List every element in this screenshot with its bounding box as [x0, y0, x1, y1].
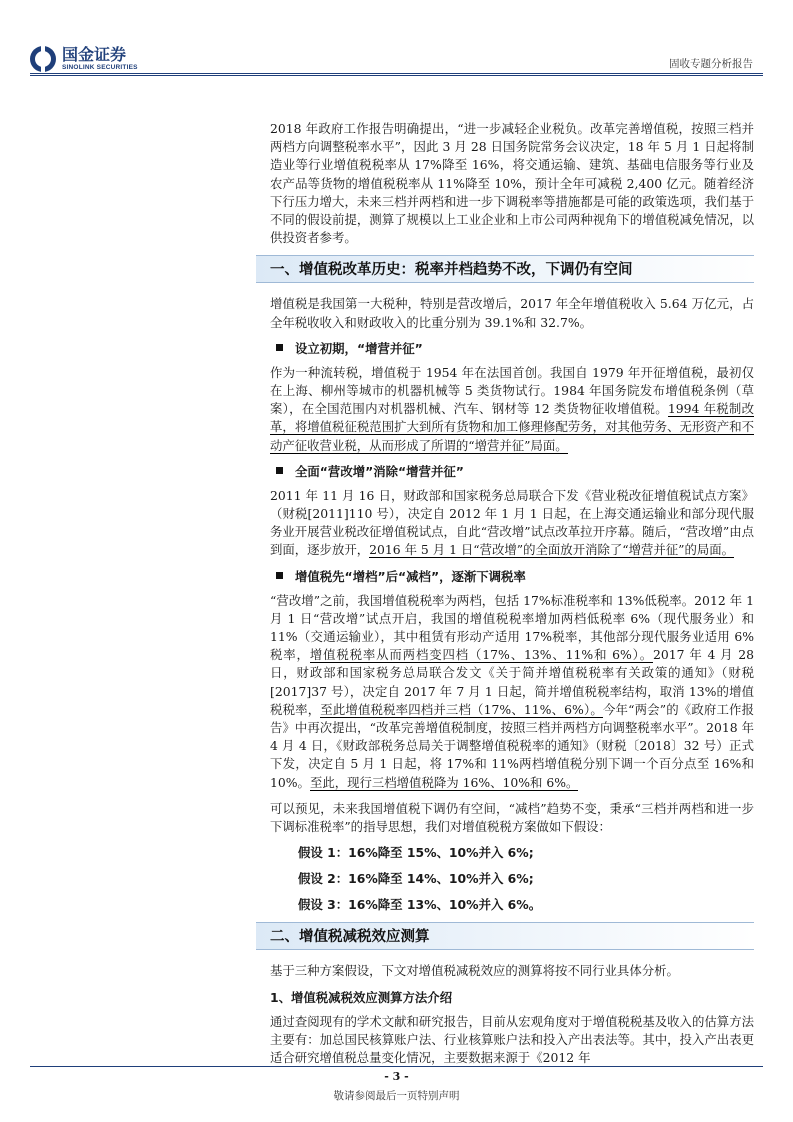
bullet-square-icon	[276, 572, 283, 579]
underlined-text: 至此，现行三档增值税降为 16%、10%和 6%。	[309, 774, 579, 790]
bullet-square-icon	[276, 467, 283, 474]
section1-paragraph-1: 增值税是我国第一大税种，特别是营改增后，2017 年全年增值税收入 5.64 万亿元，占全年税收收入和财政收入的比重分别为 39.1%和 32.7%。	[270, 296, 754, 330]
intro-paragraph: 2018 年政府工作报告明确提出，“进一步减轻企业税负。改革完善增值税，按照三档并两档方向调整税率水平”，因此 3 月 28 日国务院常务会议决定，18 年 5 月 1 日起将制造业等行业增值税税率从 17%降至 16%，将交通运输、建筑、基础电信服务等行业及农产品等货物的增值税税率从 11%降至 10%，预计全年可减税 2,400 亿元。随着经济下行压力增大，未来三档并两档和进一步下调税率等措施都是可能的政策选项，我们基于不同的假设前提，测算了规模以上工业企业和上市公司两种视角下的增值税减免情况，以供投资者参考。	[270, 121, 754, 246]
assumption-1: 假设 1：16%降至 15%、10%并入 6%;	[298, 845, 534, 861]
subsection-heading	[276, 463, 754, 481]
subsection-paragraph: 作为一种流转税，增值税于 1954 年在法国首创。我国自 1979 年开征增值税，最初仅在上海、柳州等城市的机器机械等 5 类货物试行。1984 年国务院发布增值税条例（草案），在全国范围内对机器机械、汽车、钢材等 12 类货物征收增值税。1994 年税制改革，将增值税征税范围扩大到所有货物和加工修理修配劳务，对其他劳务、无形资产和不动产征收营业税，从而形成了所谓的“增营并征”局面。	[270, 364, 754, 453]
header-divider	[30, 73, 763, 74]
underlined-text: 增值税税率从而两档变四档（17%、13%、11%和 6%）。	[309, 647, 654, 663]
bullet-square-icon	[276, 344, 283, 351]
main-content	[270, 120, 754, 1075]
header-divider-2	[30, 75, 763, 76]
section2-heading: 二、增值税减税效应测算	[256, 922, 754, 950]
assumption-2: 假设 2：16%降至 14%、10%并入 6%;	[298, 871, 534, 887]
assumption-3: 假设 3：16%降至 13%、10%并入 6%。	[298, 897, 542, 913]
underlined-text: 1994 年税制改革，将增值税征税范围扩大到所有货物和加工修理修配劳务，对其他劳务、无形资产和不动产征收营业税，从而形成了所谓的“增营并征”局面。	[270, 401, 754, 453]
page-header	[0, 0, 793, 80]
subsection-title: 全面“营改增”消除“增营并征”	[295, 463, 464, 479]
logo-english-name: SINOLINK SECURITIES	[62, 63, 138, 71]
subsection-heading	[276, 340, 754, 358]
report-type-label: 固收专题分析报告	[669, 58, 753, 70]
company-logo	[30, 46, 138, 72]
subsection-paragraph: 2011 年 11 月 16 日，财政部和国家税务总局联合下发《营业税改征增值税试点方案》（财税[2011]110 号），决定自 2012 年 1 月 1 日起，在上海交通运输业和部分现代服务业开展营业税改征增值税试点，自此“营改增”试点改革拉开序幕。随后，“营改增”由点到面，逐步放开，2016 年 5 月 1 日“营改增”的全面放开消除了“增营并征”的局面。	[270, 487, 754, 558]
underlined-text: 2016 年 5 月 1 日“营改增”的全面放开消除了“增营并征”的局面。	[369, 542, 735, 558]
section1-heading: 一、增值税改革历史：税率并档趋势不改，下调仍有空间	[256, 255, 754, 283]
subsection-title: 设立初期，“增营并征”	[295, 340, 423, 356]
footer-disclaimer: 敬请参阅最后一页特别声明	[333, 1090, 460, 1102]
logo-mark-icon	[30, 46, 56, 72]
forecast-paragraph: 可以预见，未来我国增值税下调仍有空间，“减档”趋势不变，秉承“三档并两档和进一步下调标准税率”的指导思想，我们对增值税税方案做如下假设：	[270, 800, 754, 835]
subsection-heading	[276, 568, 754, 586]
underlined-text: 至此增值税税率四档并三档（17%、11%、6%）。	[320, 701, 603, 717]
subsection-paragraph: “营改增”之前，我国增值税税率为两档，包括 17%标准税率和 13%低税率。2012 年 1 月 1 日“营改增”试点开启，我国的增值税税率增加两档低税率 6%（现代服务业）和 11%（交通运输业），其中租赁有形动产适用 17%税率，其他部分现代服务业适用 6%税率，增值税税率从而两档变四档（17%、13%、11%和 6%）。2017 年 4 月 28 日，财政部和国家税务总局联合发文《关于简并增值税税率有关政策的通知》（财税[2017]37 号），决定自 2017 年 7 月 1 日起，简并增值税税率结构，取消 13%的增值税税率，至此增值税税率四档并三档（17%、11%、6%）。今年“两会”的《政府工作报告》中再次提出，“改革完善增值税制度，按照三档并两档方向调整税率水平”。2018 年 4 月 4 日，《财政部税务总局关于调整增值税税率的通知》（财税〔2018〕32 号）正式下发，决定自 5 月 1 日起，将 17%和 11%两档增值税分别下调一个百分点至 16%和 10%。至此，现行三档增值税降为 16%、10%和 6%。	[270, 592, 755, 790]
page-number: - 3 -	[384, 1070, 409, 1083]
subsection-title: 增值税先“增档”后“减档”，逐渐下调税率	[295, 568, 526, 584]
section2-paragraph-1: 基于三种方案假设，下文对增值税减税效应的测算将按不同行业具体分析。	[270, 963, 679, 979]
section2-paragraph-2: 通过查阅现有的学术文献和研究报告，目前从宏观角度对于增值税税基及收入的估算方法主要有：加总国民核算账户法、行业核算账户法和投入产出表法等。其中，投入产出表更适合研究增值税总量变化情况，主要数据来源于《2012 年	[270, 1013, 754, 1065]
section2-subheading: 1、增值税减税效应测算方法介绍	[270, 989, 453, 1005]
logo-chinese-name: 国金证券	[62, 46, 127, 64]
footer-divider	[30, 1066, 763, 1067]
